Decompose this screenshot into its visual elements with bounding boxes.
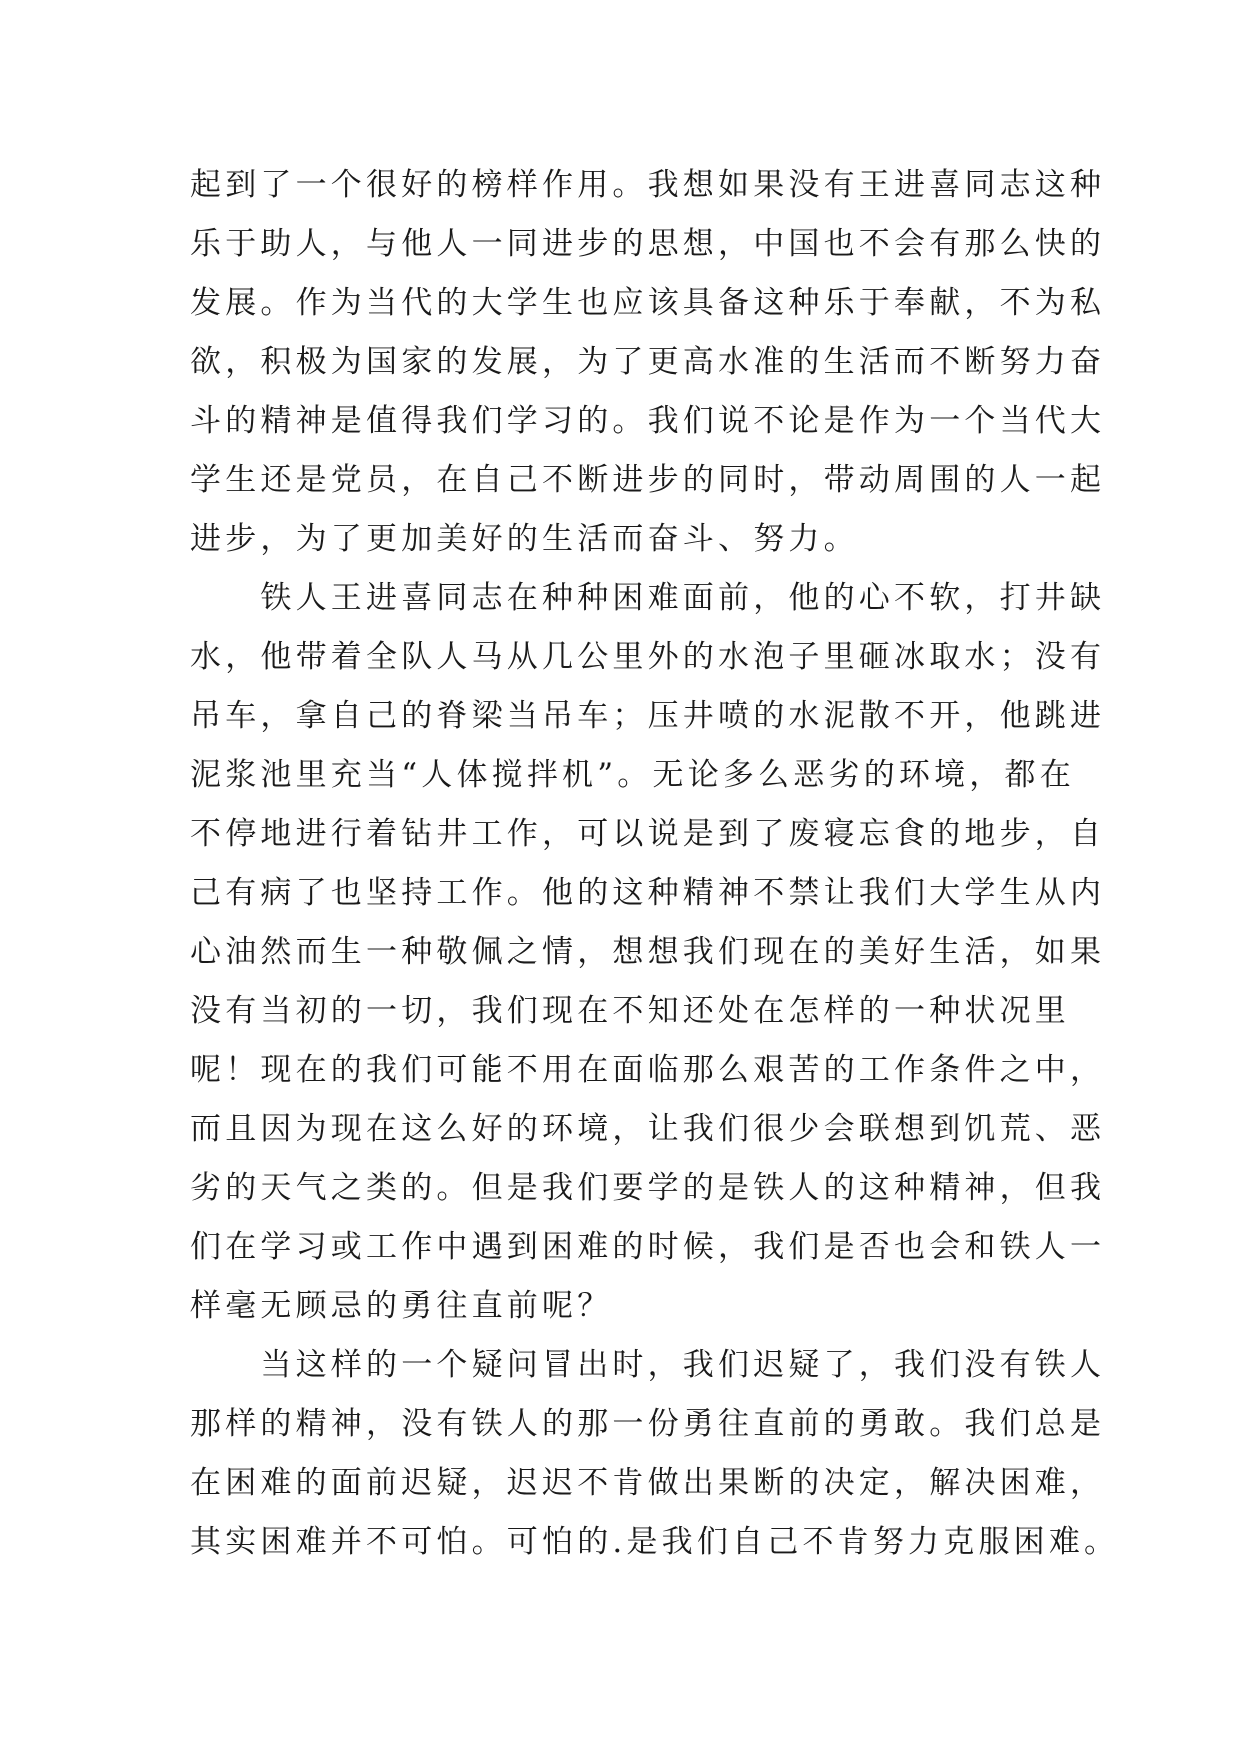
text-line: 铁人王进喜同志在种种困难面前，他的心不软，打井缺 — [190, 580, 1106, 616]
text-line: 们在学习或工作中遇到困难的时候，我们是否也会和铁人一 — [190, 1229, 1106, 1265]
text-line: 乐于助人，与他人一同进步的思想，中国也不会有那么快的 — [190, 226, 1106, 262]
text-line: 呢！现在的我们可能不用在面临那么艰苦的工作条件之中， — [190, 1052, 1106, 1088]
text-line: 发展。作为当代的大学生也应该具备这种乐于奉献，不为私 — [190, 285, 1106, 321]
body-text — [190, 156, 1120, 1572]
text-line: 欲，积极为国家的发展，为了更高水准的生活而不断努力奋 — [190, 344, 1106, 380]
text-line: 斗的精神是值得我们学习的。我们说不论是作为一个当代大 — [190, 403, 1106, 439]
text-line: 样毫无顾忌的勇往直前呢？ — [190, 1288, 613, 1324]
text-line: 起到了一个很好的榜样作用。我想如果没有王进喜同志这种 — [190, 167, 1106, 203]
text-line: 那样的精神，没有铁人的那一份勇往直前的勇敢。我们总是 — [190, 1406, 1106, 1442]
text-line: 不停地进行着钻井工作，可以说是到了废寝忘食的地步，自 — [190, 816, 1106, 852]
text-line: 吊车，拿自己的脊梁当吊车；压井喷的水泥散不开，他跳进 — [190, 698, 1106, 734]
text-line: 而且因为现在这么好的环境，让我们很少会联想到饥荒、恶 — [190, 1111, 1106, 1147]
text-line: 在困难的面前迟疑，迟迟不肯做出果断的决定，解决困难， — [190, 1465, 1106, 1501]
text-line: 学生还是党员，在自己不断进步的同时，带动周围的人一起 — [190, 462, 1106, 498]
text-line: 进步，为了更加美好的生活而奋斗、努力。 — [190, 521, 859, 557]
text-line: 心油然而生一种敬佩之情，想想我们现在的美好生活，如果 — [190, 934, 1106, 970]
text-line: 己有病了也坚持工作。他的这种精神不禁让我们大学生从内 — [190, 875, 1106, 911]
text-line: 泥浆池里充当“人体搅拌机”。无论多么恶劣的环境，都在 — [190, 757, 1075, 793]
text-line: 其实困难并不可怕。可怕的.是我们自己不肯努力克服困难。 — [190, 1524, 1120, 1560]
text-line: 水，他带着全队人马从几公里外的水泡子里砸冰取水；没有 — [190, 639, 1106, 675]
text-line: 劣的天气之类的。但是我们要学的是铁人的这种精神，但我 — [190, 1170, 1106, 1206]
text-line: 当这样的一个疑问冒出时，我们迟疑了，我们没有铁人 — [190, 1347, 1106, 1383]
text-line: 没有当初的一切，我们现在不知还处在怎样的一种状况里 — [190, 993, 1070, 1029]
